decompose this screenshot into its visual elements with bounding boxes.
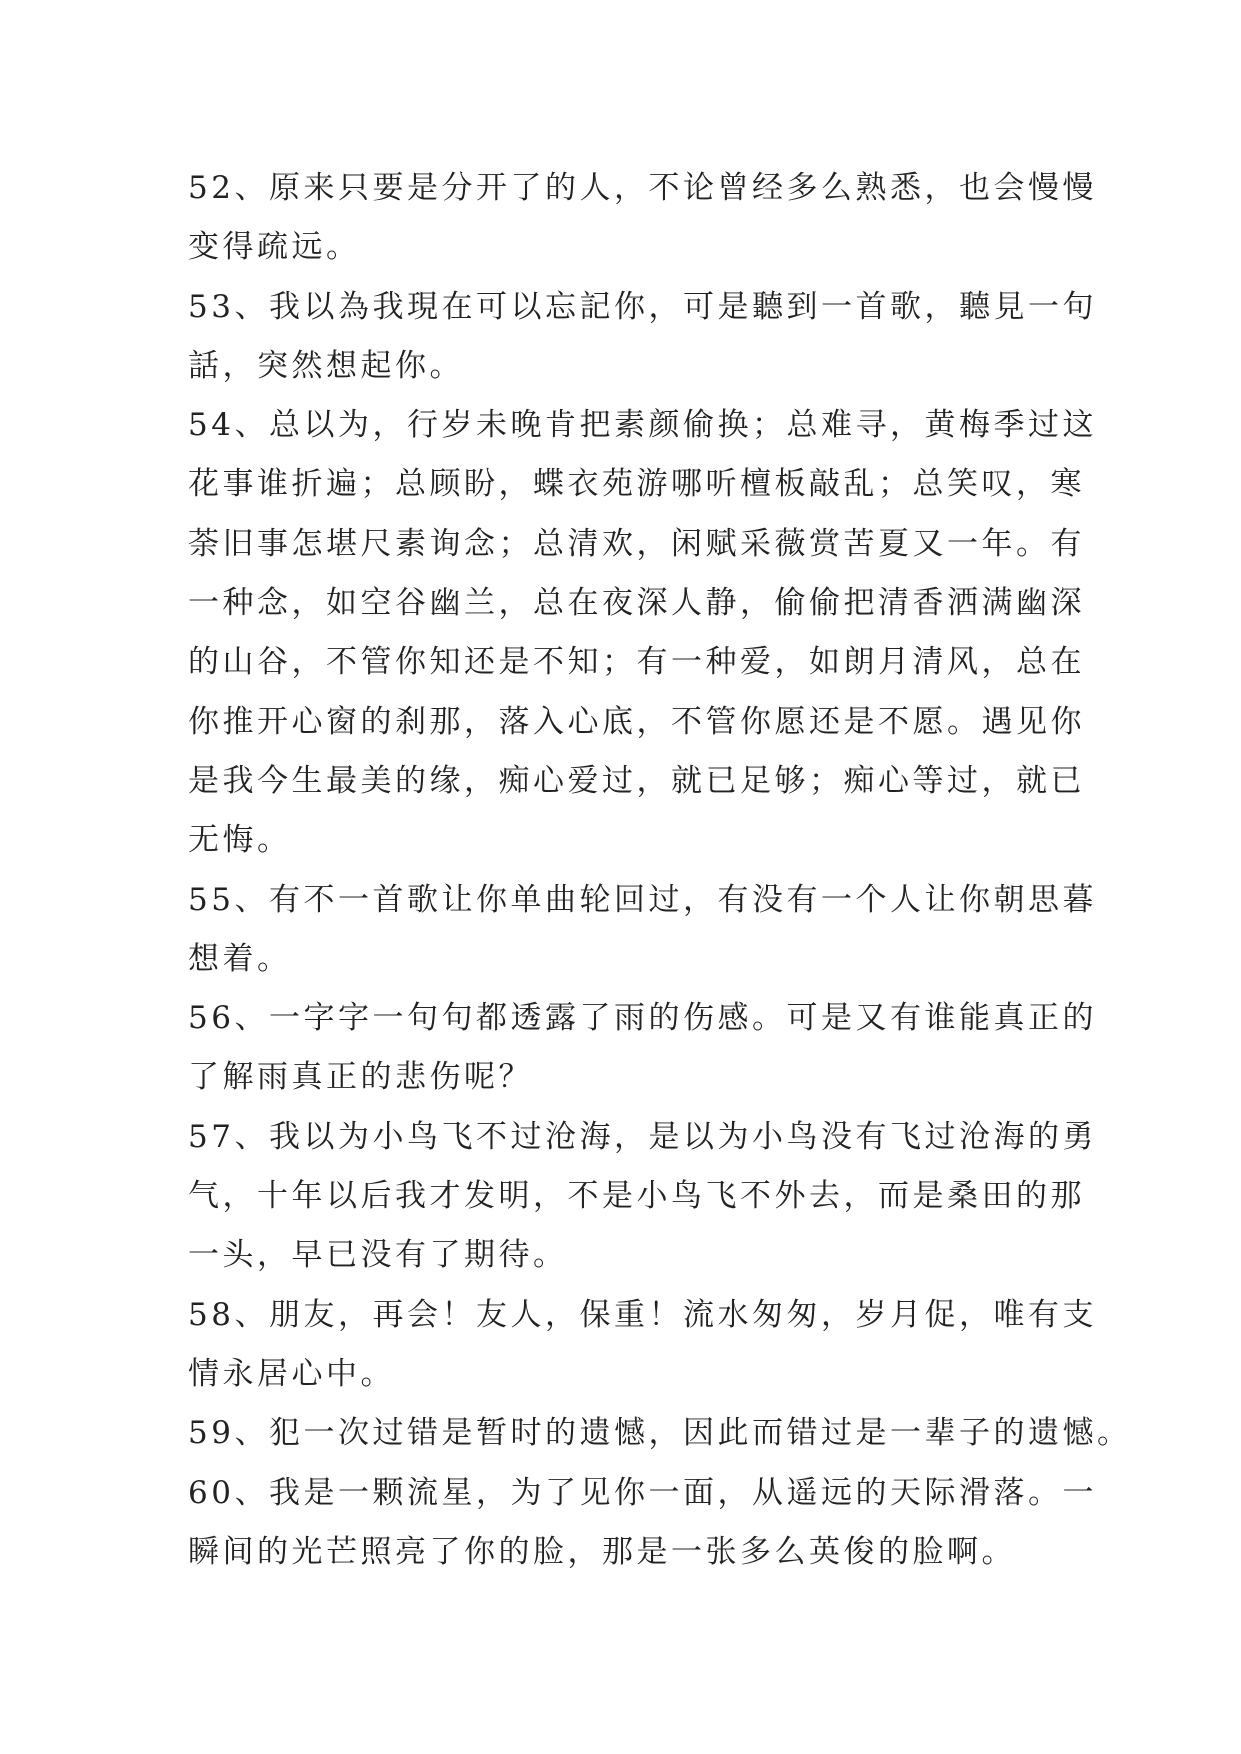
entry-line: 瞬间的光芒照亮了你的脸，那是一张多么英俊的脸啊。	[188, 1533, 1016, 1570]
entry-line: 想着。	[188, 940, 292, 977]
entry-line: 56、一字字一句句都透露了雨的伤感。可是又有谁能真正的	[188, 1000, 1097, 1037]
entry-line: 无悔。	[188, 822, 292, 859]
entry-line: 了解雨真正的悲伤呢？	[188, 1059, 533, 1096]
entry-line: 55、有不一首歌让你单曲轮回过，有没有一个人让你朝思暮	[188, 881, 1097, 918]
entry-line: 情永居心中。	[188, 1355, 395, 1392]
entry-line: 54、总以为，行岁未晚肯把素颜偷换；总难寻，黄梅季过这	[188, 407, 1097, 444]
entry-57	[188, 1108, 1097, 1286]
entry-line: 一头，早已没有了期待。	[188, 1237, 568, 1274]
entry-line: 是我今生最美的缘，痴心爱过，就已足够；痴心等过，就已	[188, 762, 1085, 799]
entry-60	[188, 1464, 1097, 1583]
entry-line: 60、我是一颗流星，为了见你一面，从遥远的天际滑落。一	[188, 1474, 1097, 1511]
entry-line: 变得疏远。	[188, 229, 361, 266]
entry-line: 59、犯一次过错是暂时的遗憾，因此而错过是一辈子的遗憾。	[188, 1415, 1132, 1452]
entry-58	[188, 1286, 1097, 1405]
entry-59	[188, 1404, 1132, 1463]
entry-line: 話，突然想起你。	[188, 347, 464, 384]
entry-line: 你推开心窗的刹那，落入心底，不管你愿还是不愿。遇见你	[188, 703, 1085, 740]
entry-55	[188, 871, 1097, 990]
entry-line: 的山谷，不管你知还是不知；有一种爱，如朗月清风，总在	[188, 644, 1085, 681]
entry-line: 58、朋友，再会！友人，保重！流水匆匆，岁月促，唯有支	[188, 1296, 1097, 1333]
entry-line: 荼旧事怎堪尺素询念；总清欢，闲赋采薇赏苦夏又一年。有	[188, 525, 1085, 562]
entry-line: 气，十年以后我才发明，不是小鸟飞不外去，而是桑田的那	[188, 1178, 1085, 1215]
document-body	[188, 159, 1132, 1582]
entry-line: 53、我以為我現在可以忘記你，可是聽到一首歌，聽見一句	[188, 288, 1097, 325]
entry-56	[188, 989, 1097, 1108]
entry-line: 52、原来只要是分开了的人，不论曾经多么熟悉，也会慢慢	[188, 170, 1097, 206]
entry-line: 57、我以为小鸟飞不过沧海，是以为小鸟没有飞过沧海的勇	[188, 1118, 1097, 1155]
entry-54	[188, 396, 1097, 870]
entry-52	[188, 159, 1097, 278]
entry-53	[188, 278, 1097, 397]
entry-line: 花事谁折遍；总顾盼，蝶衣苑游哪听檀板敲乱；总笑叹，寒	[188, 466, 1085, 503]
entry-line: 一种念，如空谷幽兰，总在夜深人静，偷偷把清香洒满幽深	[188, 585, 1085, 622]
